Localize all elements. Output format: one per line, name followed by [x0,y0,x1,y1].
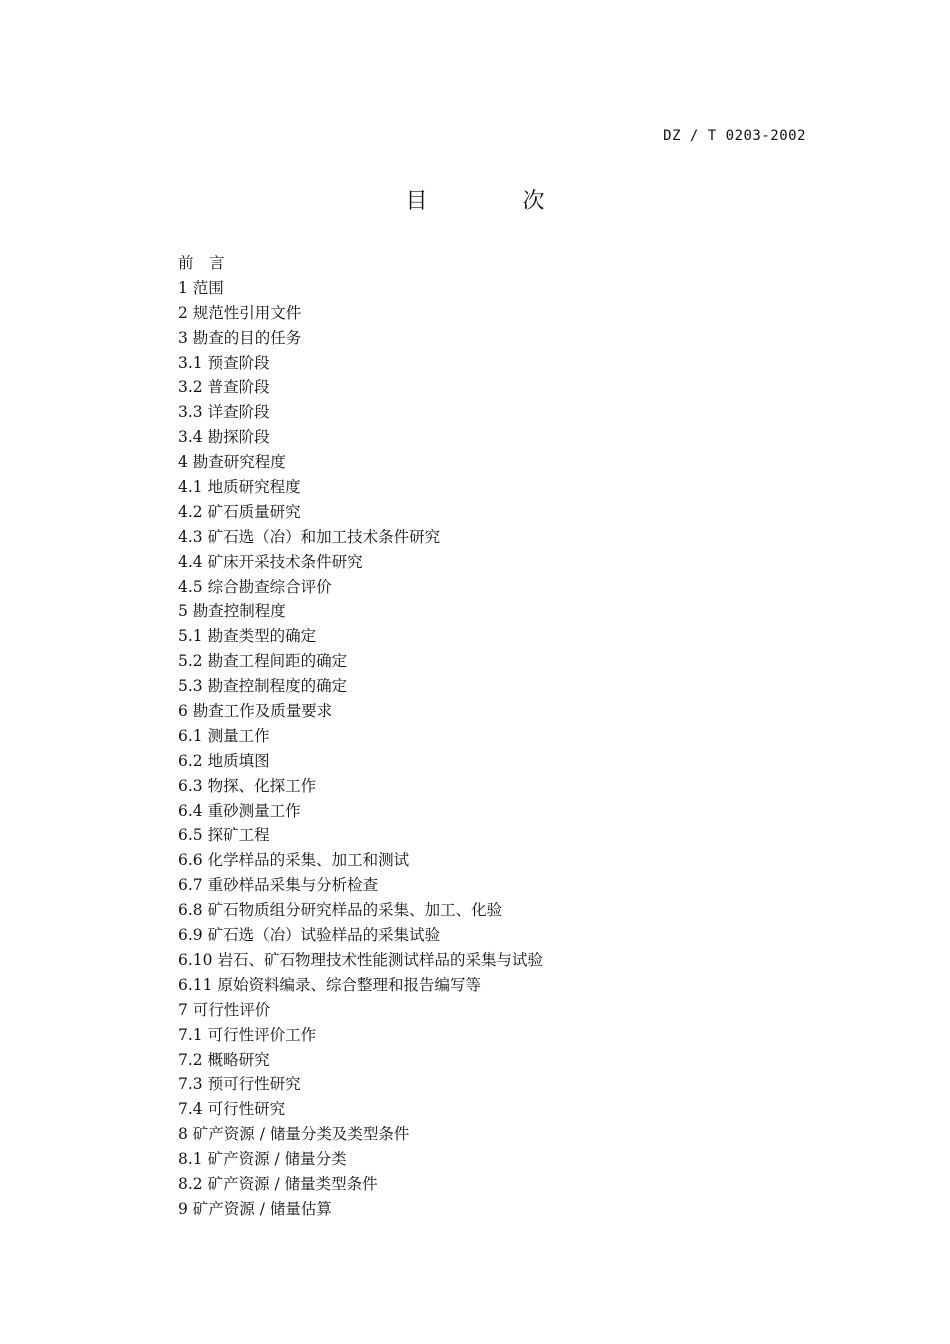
toc-entry: 4.5 综合勘查综合评价 [178,577,332,596]
toc-entry: 6.8 矿石物质组分研究样品的采集、加工、化验 [178,901,503,920]
toc-entry: 6.11 原始资料编录、综合整理和报告编写等 [178,975,481,994]
toc-entry: 7 可行性评价 [178,1000,271,1019]
toc-entry: 6.7 重砂样品采集与分析检查 [178,876,379,895]
toc-entry: 6.5 探矿工程 [178,826,270,845]
toc-entry: 6.9 矿石选（冶）试验样品的采集试验 [178,926,441,945]
toc-entry: 6 勘查工作及质量要求 [178,702,333,721]
toc-entry: 4 勘查研究程度 [178,453,286,472]
toc-entry: 8.2 矿产资源 / 储量类型条件 [178,1174,378,1193]
toc-entry: 7.4 可行性研究 [178,1100,286,1119]
toc-entry: 6.3 物探、化探工作 [178,776,317,795]
toc-entry: 6.4 重砂测量工作 [178,801,301,820]
toc-entry: 前 言 [178,254,225,272]
standard-code: DZ / T 0203-2002 [663,128,806,144]
toc-entry: 8 矿产资源 / 储量分类及类型条件 [178,1125,410,1144]
toc-entry: 6.1 测量工作 [178,726,270,745]
toc-entry: 3.3 详查阶段 [178,403,270,422]
toc-entry: 7.2 概略研究 [178,1050,270,1069]
toc-entry: 6.10 岩石、矿石物理技术性能测试样品的采集与试验 [178,950,543,969]
toc-entry: 4.1 地质研究程度 [178,478,301,497]
toc-entry: 3.2 普查阶段 [178,378,270,397]
toc-entry: 6.2 地质填图 [178,751,270,770]
toc-entry: 5.3 勘查控制程度的确定 [178,677,348,696]
toc-entry: 4.3 矿石选（冶）和加工技术条件研究 [178,527,441,546]
toc-entry: 4.4 矿床开采技术条件研究 [178,552,363,571]
toc-entry: 5.2 勘查工程间距的确定 [178,652,348,671]
page-title: 目 次 [405,189,589,214]
toc-entry: 3.1 预查阶段 [178,353,270,372]
toc-entry: 5 勘查控制程度 [178,602,286,621]
toc-entry: 9 矿产资源 / 储量估算 [178,1199,332,1218]
toc-entry: 8.1 矿产资源 / 储量分类 [178,1150,347,1169]
table-of-contents [178,251,543,1222]
toc-entry: 4.2 矿石质量研究 [178,502,301,521]
toc-entry: 3 勘查的目的任务 [178,328,302,347]
toc-entry: 3.4 勘探阶段 [178,428,270,447]
toc-entry: 2 规范性引用文件 [178,303,302,322]
toc-entry: 1 范围 [178,278,224,297]
toc-entry: 7.3 预可行性研究 [178,1075,301,1094]
toc-entry: 5.1 勘查类型的确定 [178,627,317,646]
toc-entry: 7.1 可行性评价工作 [178,1025,317,1044]
toc-entry: 6.6 化学样品的采集、加工和测试 [178,851,410,870]
